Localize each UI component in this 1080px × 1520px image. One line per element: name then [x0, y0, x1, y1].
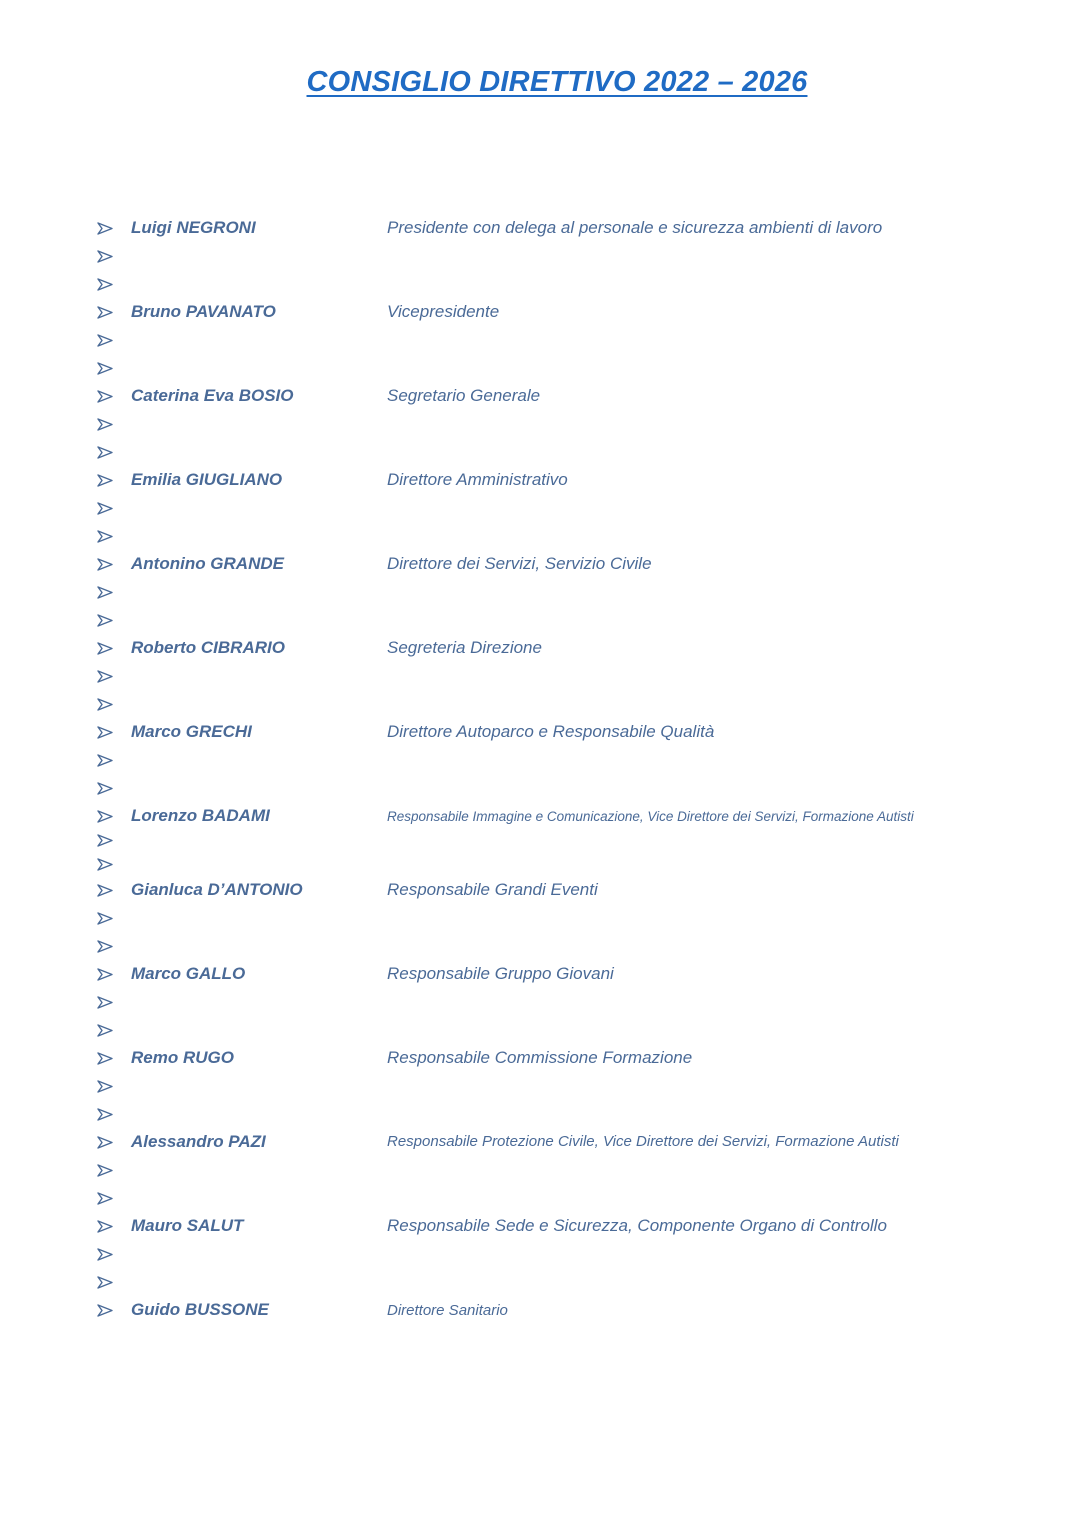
arrow-bullet-icon	[97, 530, 115, 544]
arrow-bullet-icon	[97, 614, 115, 628]
arrow-bullet-icon	[97, 858, 115, 872]
arrow-bullet-icon	[97, 782, 115, 796]
member-role: Responsabile Protezione Civile, Vice Direttore dei Servizi, Formazione Autisti	[387, 1133, 899, 1150]
arrow-bullet-icon	[97, 1164, 115, 1178]
arrow-bullet-icon	[97, 1192, 115, 1206]
member-role: Vicepresidente	[387, 302, 500, 321]
arrow-bullet-icon	[97, 1052, 115, 1066]
arrow-bullet-icon	[97, 586, 115, 600]
arrow-bullet-icon	[97, 698, 115, 712]
member-name: Caterina Eva BOSIO	[131, 386, 294, 405]
member-name: Lorenzo BADAMI	[131, 806, 270, 825]
arrow-bullet-icon	[97, 446, 115, 460]
page-title: CONSIGLIO DIRETTIVO 2022 – 2026	[306, 66, 808, 98]
member-role: Direttore Sanitario	[387, 1302, 508, 1319]
member-role: Direttore dei Servizi, Servizio Civile	[387, 554, 652, 573]
member-role: Responsabile Commissione Formazione	[387, 1048, 693, 1067]
member-name: Roberto CIBRARIO	[131, 638, 285, 657]
member-role: Direttore Autoparco e Responsabile Qualità	[387, 722, 715, 741]
member-name: Alessandro PAZI	[131, 1132, 266, 1151]
arrow-bullet-icon	[97, 940, 115, 954]
arrow-bullet-icon	[97, 810, 115, 824]
member-role: Responsabile Sede e Sicurezza, Componente Organo di Controllo	[387, 1216, 887, 1235]
arrow-bullet-icon	[97, 1136, 115, 1150]
arrow-bullet-icon	[97, 912, 115, 926]
arrow-bullet-icon	[97, 278, 115, 292]
arrow-bullet-icon	[97, 968, 115, 982]
arrow-bullet-icon	[97, 222, 115, 236]
member-role: Responsabile Grandi Eventi	[387, 880, 598, 899]
member-name: Remo RUGO	[131, 1048, 234, 1067]
arrow-bullet-icon	[97, 306, 115, 320]
member-role: Segretario Generale	[387, 386, 541, 405]
arrow-bullet-icon	[97, 362, 115, 376]
arrow-bullet-icon	[97, 754, 115, 768]
arrow-bullet-icon	[97, 996, 115, 1010]
member-name: Bruno PAVANATO	[131, 302, 276, 321]
arrow-bullet-icon	[97, 1080, 115, 1094]
member-role: Direttore Amministrativo	[387, 470, 568, 489]
arrow-bullet-icon	[97, 474, 115, 488]
arrow-bullet-icon	[97, 1108, 115, 1122]
member-name: Emilia GIUGLIANO	[131, 470, 283, 489]
arrow-bullet-icon	[97, 390, 115, 404]
arrow-bullet-icon	[97, 250, 115, 264]
member-name: Mauro SALUT	[131, 1216, 244, 1235]
arrow-bullet-icon	[97, 502, 115, 516]
member-name: Luigi NEGRONI	[131, 218, 256, 237]
member-role: Segreteria Direzione	[387, 638, 542, 657]
member-name: Marco GRECHI	[131, 722, 252, 741]
member-name: Antonino GRANDE	[131, 554, 284, 573]
arrow-bullet-icon	[97, 642, 115, 656]
arrow-bullet-icon	[97, 558, 115, 572]
arrow-bullet-icon	[97, 726, 115, 740]
arrow-bullet-icon	[97, 834, 115, 848]
arrow-bullet-icon	[97, 670, 115, 684]
arrow-bullet-icon	[97, 884, 115, 898]
member-name: Gianluca D’ANTONIO	[131, 880, 303, 899]
arrow-bullet-icon	[97, 1220, 115, 1234]
member-name: Marco GALLO	[131, 964, 246, 983]
arrow-bullet-icon	[97, 1276, 115, 1290]
member-role: Presidente con delega al personale e sicurezza ambienti di lavoro	[387, 218, 883, 237]
arrow-bullet-icon	[97, 1024, 115, 1038]
arrow-bullet-icon	[97, 1248, 115, 1262]
member-role: Responsabile Gruppo Giovani	[387, 964, 614, 983]
arrow-bullet-icon	[97, 1304, 115, 1318]
arrow-bullet-icon	[97, 418, 115, 432]
member-role: Responsabile Immagine e Comunicazione, Vice Direttore dei Servizi, Formazione Autisti	[387, 809, 914, 824]
member-name: Guido BUSSONE	[131, 1300, 269, 1319]
arrow-bullet-icon	[97, 334, 115, 348]
